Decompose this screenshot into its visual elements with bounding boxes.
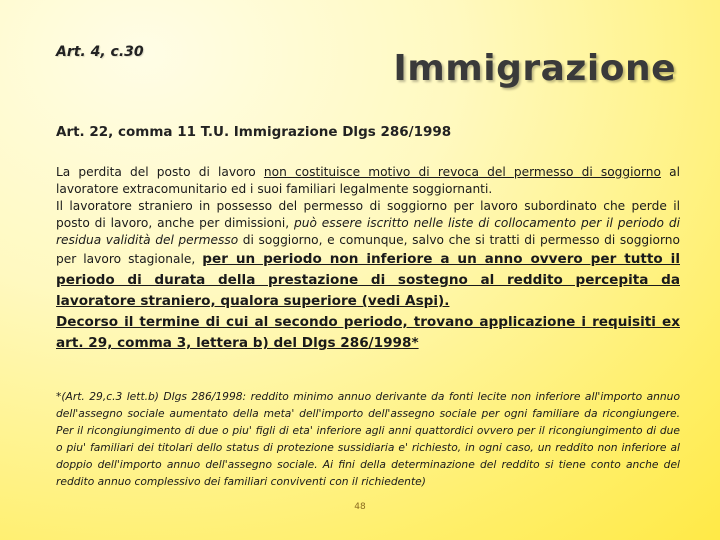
paragraph-collocamento-text1: Il lavoratore straniero in possesso del permesso di soggiorno per lavoro subordinato che perde il posto di lavoro, anche per dimissioni, — [56, 199, 680, 230]
paragraph-revoca-prefix: La perdita del posto di lavoro — [56, 165, 264, 179]
paragraph-revoca — [56, 164, 680, 198]
paragraph-collocamento-text2: di soggiorno, e comunque, salvo che si tratti di permesso di soggiorno per lavoro stagionale, — [56, 233, 680, 266]
page-title: Immigrazione — [393, 48, 676, 89]
paragraph-collocamento — [56, 198, 680, 312]
article-reference: Art. 4, c.30 — [56, 44, 144, 60]
paragraph-revoca-suffix: al lavoratore extracomunitario ed i suoi familiari legalmente soggiornanti. — [56, 165, 680, 196]
page-number: 48 — [354, 502, 366, 512]
paragraph-decorso: Decorso il termine di cui al secondo periodo, trovano applicazione i requisiti ex art. 29, comma 3, lettera b) del Dlgs 286/1998* — [56, 314, 680, 351]
paragraph-collocamento-emphasis: per un periodo non inferiore a un anno ovvero per tutto il periodo di durata della prestazione di sostegno al reddito percepita da lavoratore straniero, qualora superiore (vedi Aspi). — [56, 251, 680, 309]
paragraph-revoca-underlined: non costituisce motivo di revoca del permesso di soggiorno — [263, 165, 661, 179]
main-text — [56, 164, 680, 354]
paragraph-collocamento-italic: può essere iscritto nelle liste di collocamento per il periodo di residua validità del permesso — [56, 216, 680, 247]
section-subtitle: Art. 22, comma 11 T.U. Immigrazione Dlgs 286/1998 — [56, 124, 452, 140]
footnote: *(Art. 29,c.3 lett.b) Dlgs 286/1998: reddito minimo annuo derivante da fonti lecite non inferiore all'importo annuo dell'assegno sociale aumentato della meta' dell'importo dell'assegno sociale per ogni familiare da ricongiungere. Per il ricongiungimento di due o piu' figli di eta' inferiore agli anni quattordici ovvero per il ricongiungimento di due o piu' familiari dei titolari dello status di protezione sussidiaria e' richiesto, in ogni caso, un reddito non inferiore al doppio dell'importo annuo dell'assegno sociale. Ai fini della determinazione del reddito si tiene conto anche del reddito annuo complessivo dei familiari conviventi con il richiedente) — [56, 390, 680, 488]
